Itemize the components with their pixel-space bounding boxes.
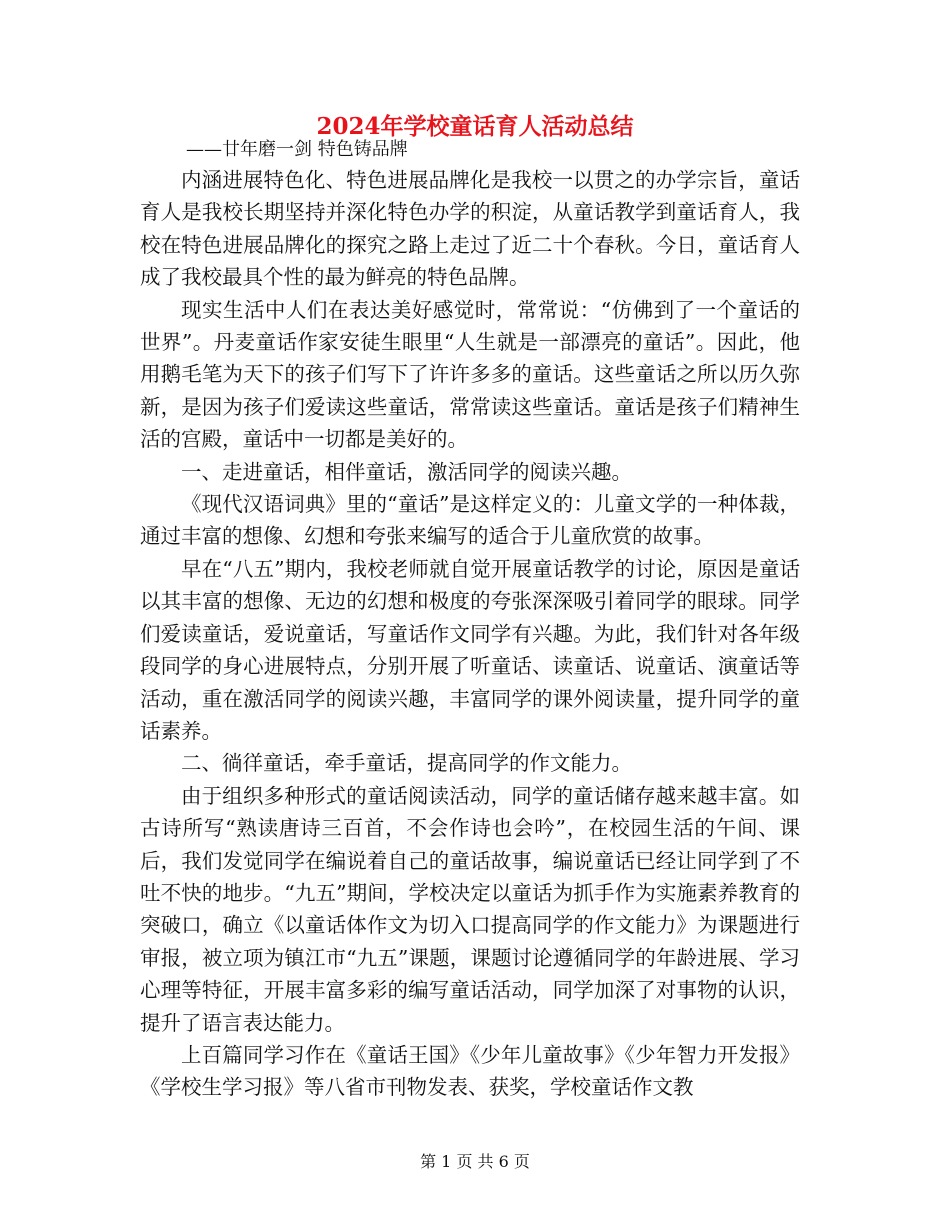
paragraph: 上百篇同学习作在《童话王国》《少年儿童故事》《少年智力开发报》《学校生学习报》等八省市刊物发表、获奖，学校童话作文教 xyxy=(140,1042,800,1100)
document-title: 2024年学校童话育人活动总结 xyxy=(316,113,634,140)
paragraph: 早在“八五”期内，我校老师就自觉开展童话教学的讨论，原因是童话以其丰富的想像、无边的幻想和极度的夸张深深吸引着同学的眼球。同学们爱读童话，爱说童话，写童话作文同学有兴趣。为此，我们针对各年级段同学的身心进展特点，分别开展了听童话、读童话、说童话、演童话等活动，重在激活同学的阅读兴趣，丰富同学的课外阅读量，提升同学的童话素养。 xyxy=(140,556,800,743)
section-heading: 二、徜徉童话，牵手童话，提高同学的作文能力。 xyxy=(181,751,632,776)
document-body xyxy=(140,164,800,1104)
paragraph: 内涵进展特色化、特色进展品牌化是我校一以贯之的办学宗旨，童话育人是我校长期坚持并深化特色办学的积淀，从童话教学到童话育人，我校在特色进展品牌化的探究之路上走过了近二十个春秋。今日，童话育人成了我校最具个性的最为鲜亮的特色品牌。 xyxy=(140,168,800,290)
paragraph: 现实生活中人们在表达美好感觉时，常常说：“仿佛到了一个童话的世界”。丹麦童话作家安徒生眼里“人生就是一部漂亮的童话”。因此，他用鹅毛笔为天下的孩子们写下了许许多多的童话。这些童话之所以历久弥新，是因为孩子们爱读这些童话，常常读这些童话。童话是孩子们精神生活的宫殿，童话中一切都是美好的。 xyxy=(140,297,800,452)
paragraph: 由于组织多种形式的童话阅读活动，同学的童话储存越来越丰富。如古诗所写“熟读唐诗三百首，不会作诗也会吟”，在校园生活的午间、课后，我们发觉同学在编说着自己的童话故事，编说童话已经让同学到了不吐不快的地步。“九五”期间，学校决定以童话为抓手作为实施素养教育的突破口，确立《以童话体作文为切入口提高同学的作文能力》为课题进行审报，被立项为镇江市“九五”课题，课题讨论遵循同学的年龄进展、学习心理等特征，开展丰富多彩的编写童话活动，同学加深了对事物的认识，提升了语言表达能力。 xyxy=(140,783,800,1035)
document-subtitle: ——廿年磨一剑 特色铸品牌 xyxy=(186,139,408,160)
paragraph: 《现代汉语词典》里的“童话”是这样定义的：儿童文学的一种体裁，通过丰富的想像、幻想和夸张来编写的适合于儿童欣赏的故事。 xyxy=(140,492,800,549)
page-footer: 第 1 页 共 6 页 xyxy=(420,1152,530,1171)
section-heading: 一、走进童话，相伴童话，激活同学的阅读兴趣。 xyxy=(181,459,632,484)
